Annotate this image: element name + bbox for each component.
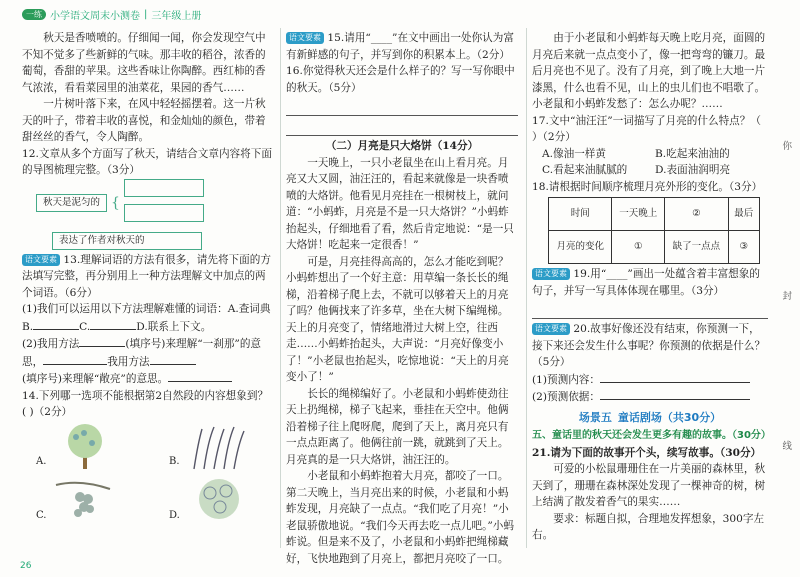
question-17: 17.文中“油汪汪”一词描写了月亮的什么特点？（ ）（2分）	[532, 114, 761, 143]
option-images	[36, 423, 272, 525]
option[interactable]: B.吃起来油油的	[655, 147, 730, 160]
mindmap-box: 表达了作者对秋天的	[52, 232, 202, 250]
answer-blank[interactable]	[600, 388, 750, 400]
right-column	[532, 30, 771, 544]
q13-text: (1)我们可以运用以下方法理解难懂的词语：A.查词典 B.	[22, 303, 271, 333]
question-15: 15.请用“____”在文中画出一处你认为富有新鲜感的句子，并写到你的积累本上。（2分）	[286, 32, 514, 61]
mindmap-blank[interactable]	[124, 204, 204, 222]
middle-column	[286, 30, 518, 567]
answer-blank[interactable]	[79, 335, 125, 347]
q20-content: (1)预测内容：	[532, 371, 768, 389]
option-a[interactable]: A.	[36, 423, 139, 471]
question-14: 14.下列哪一选项不能根据第2自然段的内容想象到？	[22, 389, 269, 402]
table-cell[interactable]: ③	[728, 231, 759, 264]
paragraph: 一片树叶落下来，在风中轻轻摇摆着。这一片秋天的叶子，带着丰收的喜悦，和金灿灿的颜色，带着甜丝丝的香气，令人陶醉。	[22, 98, 266, 143]
mindmap: 秋天是泥匀的 {	[36, 179, 272, 228]
table-cell: 月亮的变化	[549, 231, 612, 264]
side-mark: 封	[782, 291, 792, 302]
answer-blank[interactable]	[90, 318, 136, 330]
moon-table	[548, 197, 760, 264]
tag-yuwen: 语文要素	[22, 254, 60, 266]
option-b[interactable]: B.	[169, 423, 272, 471]
story-paragraph: 可是，月亮挂得高高的，怎么才能吃到呢？小蚂蚱想出了一个好主意：用草编一条长长的绳梯，沿着梯子爬上去，不就可以够着天上的月亮了吗？他俩找来了许多草，坐在大树下编绳梯。天上的月亮变了，情绪地滑过大树上空，往西走……小蚂蚱抬起头，大声说：“月亮好像变小了！”小老鼠也抬起头，吃惊地说：“天上的月亮变小了！”	[286, 255, 509, 383]
scene-banner	[532, 410, 768, 427]
mindmap-blank[interactable]	[124, 179, 204, 197]
tree-fruit-image	[50, 423, 120, 471]
question-14-score: ( )（2分）	[22, 406, 73, 418]
column-divider	[280, 28, 281, 548]
tag-yuwen: 语文要素	[532, 268, 570, 280]
scene-label: 场景五	[578, 410, 612, 424]
story-paragraph: 由于小老鼠和小蚂蚱每天晚上吃月亮，面圆的月亮后来就一点点变小了，像一把弯弯的镰刀。最后月亮也不见了。没有了月亮，到了晚上大地一片漆黑，什么也看不见，山上的虫儿们也不唱歌了。小老鼠和小蚂蚱发愁了：怎么办呢？……	[532, 32, 766, 110]
q13-text: (填序号)来理解“敞亮”的意思。	[22, 373, 169, 385]
scene-title: 童话剧场（共30分）	[617, 410, 722, 424]
tree-leaves-image	[184, 477, 254, 525]
q13-text: D.联系上下文。	[136, 320, 212, 333]
option[interactable]: A.像油一样黄	[542, 147, 606, 160]
page-number: 26	[20, 561, 32, 571]
column-divider	[526, 28, 527, 548]
story-prompt: 可爱的小松鼠珊珊住在一片美丽的森林里，秋天到了，珊珊在森林深处发现了一棵神奇的树，树上结满了散发着香气的果实……	[532, 463, 766, 508]
table-cell: 时间	[549, 198, 612, 231]
mindmap-box: 秋天是泥匀的	[36, 194, 107, 212]
grape-image	[50, 477, 120, 525]
page-header: 一练 小学语文周末小测卷 | 三年级上册	[22, 6, 201, 22]
q13-text: (填序号)来理解“一刹那”的意思，	[22, 338, 262, 368]
question-18: 18.请根据时间顺序梳理月亮外形的变化。（3分）	[532, 180, 763, 193]
tag-yuwen: 语文要素	[286, 32, 324, 44]
option[interactable]: C.看起来油腻腻的	[542, 164, 628, 176]
story-paragraph: 小老鼠和小蚂蚱抱着大月亮，都咬了一口。第二天晚上，当月亮出来的时候，小老鼠和小蚂蚱发现，月亮缺了一点点。“我们吃了月亮！”小老鼠骄傲地说。“我们今天再去吃一点儿吧。”小蚂蚱说。但是来不及了，小老鼠和小蚂蚱把绳梯藏好，飞快地跑到了月亮上，都把月亮咬了一口。	[286, 470, 514, 565]
header-grade: 三年级上册	[151, 10, 202, 22]
q13-text: (2)我用方法	[22, 338, 80, 350]
question-12: 12.文章从多个方面写了秋天，请结合文章内容将下面的导图梳理完整。（3分）	[22, 147, 272, 176]
answer-blank[interactable]	[33, 318, 79, 330]
answer-line[interactable]	[532, 301, 768, 319]
requirement: 要求：标题自拟，合理地发挥想象，300字左右。	[532, 512, 765, 541]
header-badge: 一练	[22, 9, 46, 20]
table-cell: 最后	[728, 198, 759, 231]
table-cell[interactable]: ①	[612, 231, 665, 264]
table-cell: 一天晚上	[612, 198, 665, 231]
rice-field-image	[184, 423, 254, 471]
mindmap-conclusion	[52, 232, 272, 250]
answer-line[interactable]	[286, 118, 518, 136]
left-column	[22, 30, 272, 525]
q13-text: 我用方法	[107, 355, 150, 368]
q13-text: C.	[79, 320, 91, 333]
answer-blank[interactable]	[150, 353, 196, 365]
side-mark: 线	[782, 441, 792, 452]
option-c[interactable]: C.	[36, 477, 139, 525]
option-d[interactable]: D.	[169, 477, 272, 525]
question-19: 19.用“____”画出一处蕴含着丰富想象的句子，并写一写具体体现在哪里。（3分）	[532, 268, 760, 297]
answer-blank[interactable]	[600, 371, 750, 383]
table-cell: 缺了一点点	[665, 231, 728, 264]
table-cell[interactable]: ②	[665, 198, 728, 231]
tag-yuwen: 语文要素	[532, 323, 570, 335]
question-16: 16.你觉得秋天还会是什么样子的？写一写你眼中的秋天。（5分）	[286, 65, 515, 94]
answer-blank[interactable]	[43, 353, 107, 365]
story-paragraph: 长长的绳梯编好了。小老鼠和小蚂蚱使劲往天上扔绳梯，梯子飞起来，垂挂在天空中。他俩沿着梯子往上爬呀爬，爬到了天上，离月亮只有一点点距离了。他俩往前一跳，就跳到了天上。月亮真的是一只大烙饼，油汪汪的。	[286, 387, 509, 466]
side-mark: 你	[782, 141, 792, 152]
question-21: 21.请为下面的故事开个头，续写故事。（30分）	[532, 446, 762, 459]
header-title: 小学语文周末小测卷	[50, 10, 140, 22]
question-20: 20.故事好像还没有结束，你预测一下，接下来还会发生什么事呢？你预测的依据是什么？（5分）	[532, 323, 766, 368]
answer-line[interactable]	[286, 98, 518, 116]
section-title: （二）月亮是只大烙饼（14分）	[325, 140, 479, 152]
answer-blank[interactable]	[168, 370, 232, 382]
paragraph: 秋天是香喷喷的。仔细闻一闻，你会发现空气中不知不觉多了些新鲜的气味。那丰收的稻谷，浓香的葡萄，香甜的苹果。这些香味让你陶醉。西红柿的香气浓浓，看看菜园里的油菜花，果园的香气……	[22, 32, 266, 94]
story-paragraph: 一天晚上，一只小老鼠坐在山上看月亮。月亮又大又圆，油汪汪的，看起来就像是一块香喷喷的大烙饼。他看见月亮挂在一根树枝上，就问道：“小蚂蚱，月亮是不是一只大烙饼？”小蚂蚱抬起头，仔细地看了看，然后肯定地说：“是一只大烙饼！吃起来一定很香！”	[286, 156, 514, 251]
question-13: 13.理解词语的方法有很多，请先将下面的方法填写完整，再分别用上一种方法理解文中加点的两个词语。（6分）	[22, 253, 271, 299]
q20-basis: (2)预测依据：	[532, 388, 768, 406]
option[interactable]: D.表面油润明亮	[655, 164, 731, 176]
q17-options	[532, 146, 768, 179]
section-5-title: 五、童话里的秋天还会发生更多有趣的故事。（30分）	[532, 430, 771, 441]
